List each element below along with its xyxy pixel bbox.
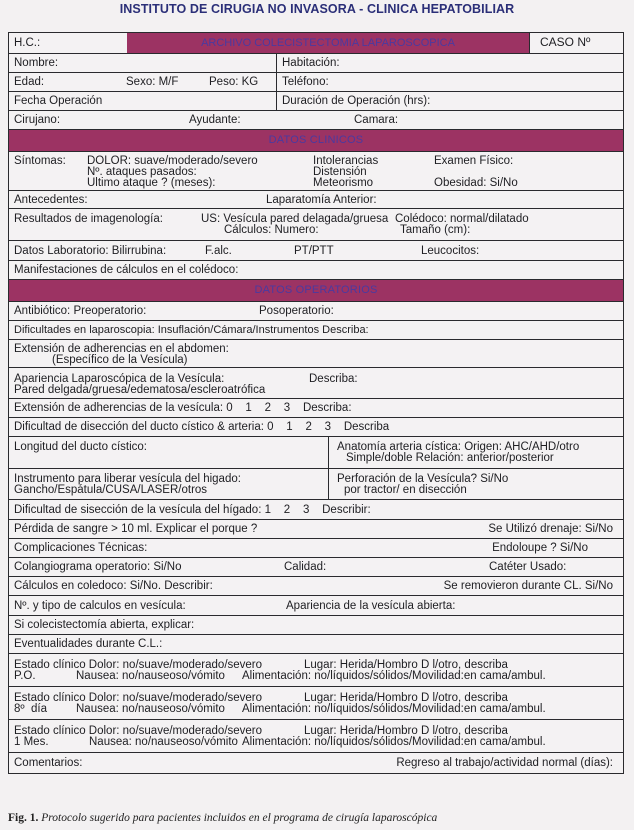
row-instrumento (9, 469, 623, 500)
siseccion-label: Dificultad de sisección de la vesícula del hígado: 1 2 3 Describir: (14, 504, 371, 516)
tamano-label: Tamaño (cm): (400, 224, 471, 236)
archive-title: ARCHIVO COLECISTECTOMIA LAPAROSCOPICA (127, 33, 530, 53)
anatomia-line-1: Anatomía arteria cística: Origen: AHC/AHD/otro (337, 441, 580, 453)
endoloupe-label: Endoloupe ? Si/No (492, 542, 588, 554)
imagenologia-label: Resultados de imagenología: (14, 213, 163, 225)
sexo-label: Sexo: M/F (126, 76, 179, 88)
instrumento-field[interactable] (9, 469, 329, 499)
ayudante-label: Ayudante: (189, 114, 241, 126)
longitud-label: Longitud del ducto cístico: (14, 441, 147, 453)
institute-title: INSTITUTO DE CIRUGIA NO INVASORA - CLINICA HEPATOBILIAR (119, 2, 515, 16)
row-sintomas[interactable] (9, 152, 623, 191)
calculos-numero: Cálculos: Numero: (224, 224, 319, 236)
estado-lugar: Lugar: Herida/Hombro D l/otro, describa (304, 659, 508, 671)
instrumento-line-1: Instrumento para liberar vesícula del higado: (14, 473, 241, 485)
section-datos-clinicos: DATOS CLINICOS (9, 130, 623, 152)
diseccion-ducto-label: Dificultad de disección del ducto cístico & arteria: 0 1 2 3 Describa (14, 421, 390, 433)
extension-vesicula-label: Extensión de adherencias de la vesícula: 0 1 2 3 Describa: (14, 402, 352, 414)
hc-field[interactable] (9, 33, 127, 53)
laparatomia-label: Laparatomía Anterior: (266, 194, 377, 206)
duracion-field[interactable] (277, 92, 623, 110)
row-imagenologia[interactable] (9, 209, 623, 241)
apariencia-label: Apariencia Laparoscópica de la Vesícula: (14, 373, 225, 385)
us-vesicula: US: Vesícula pared delagada/gruesa (201, 213, 389, 225)
cirujano-label: Cirujano: (14, 114, 61, 126)
sintomas-ultimo: Ultimo ataque ? (meses): (87, 177, 216, 189)
nombre-label: Nombre: (14, 57, 59, 69)
extension-abdomen-label: Extensión de adherencias en el abdomen: (14, 343, 229, 355)
perforacion-field[interactable] (329, 469, 623, 499)
row-cirujano[interactable] (9, 111, 623, 130)
estado-nausea: Nausea: no/nauseoso/vómito (76, 703, 225, 715)
manifestaciones-label: Manifestaciones de cálculos en el colédoco: (14, 264, 239, 276)
antecedentes-label: Antecedentes: (14, 194, 88, 206)
row-colecistectomia-abierta[interactable] (9, 616, 623, 635)
intolerancias: Intolerancias (313, 155, 379, 167)
tipo-calculos-label: Nº. y tipo de calculos en vesícula: (14, 600, 186, 612)
row-apariencia[interactable] (9, 368, 623, 399)
estado-dolor: Estado clínico Dolor: no/suave/moderado/severo (14, 659, 263, 671)
row-eventualidades[interactable] (9, 635, 623, 654)
section-datos-operatorios: DATOS OPERATORIOS (9, 280, 623, 302)
row-estado-po[interactable] (9, 654, 623, 687)
perforacion-line-2: por tractor/ en disección (344, 484, 467, 496)
telefono-label: Teléfono: (282, 76, 329, 88)
row-manifestaciones[interactable] (9, 261, 623, 280)
complicaciones-label: Complicaciones Técnicas: (14, 542, 148, 554)
colecistectomia-abierta-label: Si colecistectomía abierta, explicar: (14, 619, 195, 631)
row-fecha (9, 92, 623, 111)
figure-caption-text: Protocolo sugerido para pacientes incluidos en el programa de cirugía laparoscópica (41, 812, 438, 824)
edad-label: Edad: (14, 76, 45, 88)
coledoco-label: Colédoco: normal/dilatado (395, 213, 529, 225)
perforacion-line-1: Perforación de la Vesícula? Si/No (337, 473, 509, 485)
estado-lugar: Lugar: Herida/Hombro D l/otro, describa (304, 725, 508, 737)
row-laboratorio[interactable] (9, 241, 623, 261)
antibiotico-label: Antibiótico: Preoperatorio: (14, 305, 147, 317)
row-antibiotico[interactable] (9, 302, 623, 321)
drenaje-label: Se Utilizó drenaje: Si/No (488, 523, 613, 535)
habitacion-field[interactable] (277, 54, 623, 72)
eventualidades-label: Eventualidades durante C.L.: (14, 638, 163, 650)
longitud-field[interactable] (9, 437, 329, 468)
hc-label: H.C.: (14, 37, 41, 49)
falc-label: F.alc. (205, 245, 232, 257)
estado-alimentacion: Alimentación: no/líquidos/sólidos/Movilidad:en cama/ambul. (242, 703, 546, 715)
row-nombre (9, 54, 623, 73)
laboratorio-label: Datos Laboratorio: Bilirrubina: (14, 245, 167, 257)
comentarios-label: Comentarios: (14, 757, 83, 769)
distension: Distensión (313, 166, 367, 178)
dificultades-label: Dificultades en laparoscopia: Insuflación/Cámara/Instrumentos Describa: (14, 324, 369, 336)
row-edad (9, 73, 623, 92)
row-calculos-coledoco[interactable] (9, 577, 623, 596)
row-antecedentes[interactable] (9, 191, 623, 209)
row-complicaciones[interactable] (9, 539, 623, 558)
row-extension-abdomen[interactable] (9, 340, 623, 368)
row-diseccion-ducto[interactable] (9, 418, 623, 437)
leucocitos-label: Leucocitos: (421, 245, 480, 257)
estado-dolor: Estado clínico Dolor: no/suave/moderado/severo (14, 725, 263, 737)
fecha-operacion-field[interactable] (9, 92, 277, 110)
estado-nausea: Nausea: no/nauseoso/vómito (76, 670, 225, 682)
ptptt-label: PT/PTT (294, 245, 334, 257)
pared-label: Pared delgada/gruesa/edematosa/escleroatrófica (14, 384, 266, 396)
sintomas-dolor: DOLOR: suave/moderado/severo (87, 155, 258, 167)
meteorismo: Meteorismo (313, 177, 374, 189)
estado-nausea: Nausea: no/nauseoso/vómito (89, 736, 238, 748)
estado-period: 8º día (14, 703, 47, 715)
estado-alimentacion: Alimentación: no/líquidos/sólidos/Movilidad:en cama/ambul. (242, 736, 546, 748)
row-perdida[interactable] (9, 520, 623, 539)
cholecystectomy-form (8, 32, 624, 774)
especifico-label: (Específico de la Vesícula) (52, 354, 188, 366)
row-dificultades[interactable] (9, 321, 623, 340)
apariencia-abierta-label: Apariencia de la vesícula abierta: (286, 600, 456, 612)
row-siseccion[interactable] (9, 500, 623, 520)
row-colangiograma[interactable] (9, 558, 623, 577)
telefono-field[interactable] (277, 73, 623, 91)
posoperatorio-label: Posoperatorio: (259, 305, 334, 317)
obesidad-label: Obesidad: Si/No (434, 177, 518, 189)
examen-fisico-label: Examen Físico: (434, 155, 514, 167)
regreso-label: Regreso al trabajo/actividad normal (días): (396, 757, 613, 769)
duracion-label: Duración de Operación (hrs): (282, 95, 431, 107)
caso-label: CASO Nº (540, 35, 591, 49)
estado-lugar: Lugar: Herida/Hombro D l/otro, describa (304, 692, 508, 704)
row-tipo-calculos[interactable] (9, 596, 623, 616)
colangiograma-label: Colangiograma operatorio: Si/No (14, 561, 182, 573)
cateter-label: Catéter Usado: (489, 561, 567, 573)
peso-label: Peso: KG (209, 76, 259, 88)
estado-alimentacion: Alimentación: no/líquidos/sólidos/Movilidad:en cama/ambul. (242, 670, 546, 682)
fecha-operacion-label: Fecha Operación (14, 95, 103, 107)
habitacion-label: Habitación: (282, 57, 340, 69)
removieron-label: Se removieron durante CL. Si/No (443, 580, 613, 592)
figure-caption (8, 812, 437, 824)
anatomia-line-2: Simple/doble Relación: anterior/posterior (346, 452, 554, 464)
estado-period: 1 Mes. (14, 736, 49, 748)
row-estado-1-mes[interactable] (9, 720, 623, 753)
sintomas-ataques: Nº. ataques pasados: (87, 166, 197, 178)
calculos-coledoco-label: Cálculos en coledoco: Si/No. Describir: (14, 580, 213, 592)
nombre-field[interactable] (9, 54, 277, 72)
perdida-label: Pérdida de sangre > 10 ml. Explicar el porque ? (14, 523, 258, 535)
form-header-row (9, 33, 623, 54)
estado-dolor: Estado clínico Dolor: no/suave/moderado/severo (14, 692, 263, 704)
apariencia-describa-label: Describa: (309, 373, 358, 385)
row-extension-vesicula[interactable] (9, 399, 623, 418)
figure-number: Fig. 1. (8, 812, 39, 824)
caso-field[interactable] (530, 33, 623, 53)
instrumento-line-2: Gancho/Espátula/CUSA/LASER/otros (14, 484, 208, 496)
estado-period: P.O. (14, 670, 36, 682)
camara-label: Camara: (354, 114, 399, 126)
edad-sexo-peso-field[interactable] (9, 73, 277, 91)
row-longitud (9, 437, 623, 469)
anatomia-field[interactable] (329, 437, 623, 468)
sintomas-label: Síntomas: (14, 155, 66, 167)
row-comentarios[interactable] (9, 753, 623, 773)
calidad-label: Calidad: (284, 561, 327, 573)
row-estado-8-dia[interactable] (9, 687, 623, 720)
